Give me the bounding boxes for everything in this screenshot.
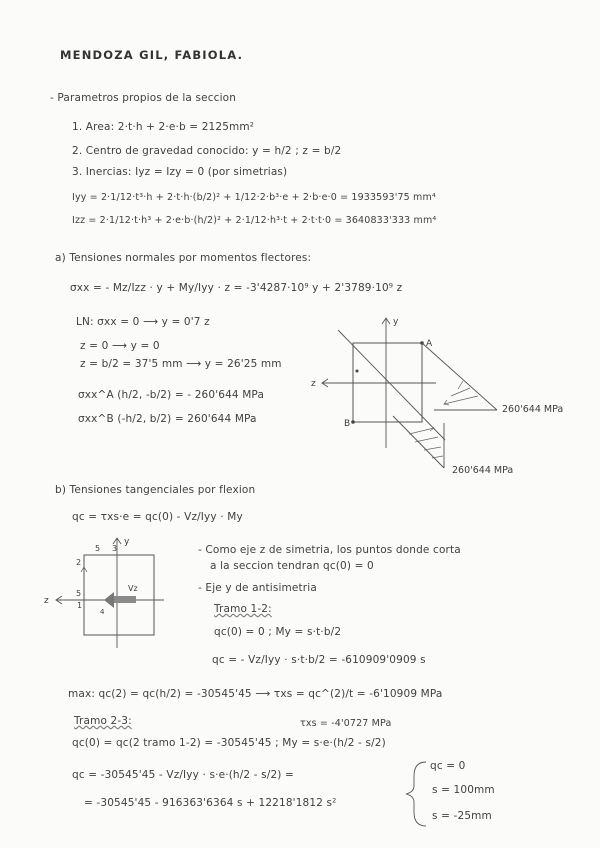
- fig-a-z-label: z: [311, 379, 316, 389]
- fig-b-y-label: y: [124, 537, 130, 547]
- point-4-label: 4: [100, 608, 105, 616]
- z-zero-line: z = 0 ⟶ y = 0: [80, 340, 160, 352]
- part-a-title: a) Tensiones normales por momentos flectores:: [55, 252, 312, 264]
- tramo-2-3-init: qc(0) = qc(2 tramo 1-2) = -30545'45 ; My = s·e·(h/2 - s/2): [72, 737, 386, 749]
- symmetry-note: - Como eje z de simetria, los puntos donde corta: [198, 544, 461, 556]
- inertia-label: 3. Inercias: Iyz = Izy = 0 (por simetrias): [72, 166, 288, 178]
- z-half-line: z = b/2 = 37'5 mm ⟶ y = 26'25 mm: [80, 358, 282, 370]
- iyy-line: Iyy = 2·1/12·t³·h + 2·t·h·(b/2)² + 1/12·2·b³·e + 2·b·e·0 = 1933593'75 mm⁴: [72, 192, 436, 203]
- case-s-minus-25: s = -25mm: [432, 810, 492, 822]
- tramo-2-3-result: = -30545'45 - 916363'6364 s + 12218'1812 s²: [84, 797, 337, 809]
- sigma-b-line: σxx^B (-h/2, b/2) = 260'644 MPa: [78, 413, 257, 425]
- point-5-top-label: 5: [95, 544, 101, 553]
- tau-2-3-line: τxs = -4'0727 MPa: [300, 718, 392, 729]
- force-label: Vz: [128, 584, 138, 593]
- max-flux-line: max: qc(2) = qc(h/2) = -30545'45 ⟶ τxs = qc^(2)/t = -6'10909 MPa: [68, 688, 443, 700]
- author-name: MENDOZA GIL, FABIOLA.: [60, 48, 244, 62]
- flux-equation: qc = τxs·e = qc(0) - Vz/Iyy · My: [72, 511, 243, 523]
- point-2-label: 2: [76, 558, 82, 567]
- sigma-equation: σxx = - Mz/Izz · y + My/Iyy · z = -3'4287·10⁹ y + 2'3789·10⁹ z: [70, 282, 403, 294]
- izz-line: Izz = 2·1/12·t·h³ + 2·e·b·(h/2)² + 2·1/12·h³·t + 2·t·t·0 = 3640833'333 mm⁴: [72, 215, 437, 226]
- section-header: - Parametros propios de la seccion: [50, 92, 237, 104]
- centroid-line: 2. Centro de gravedad conocido: y = h/2 ; z = b/2: [72, 145, 342, 157]
- point-a-label: A: [426, 339, 433, 349]
- fig-b-z-label: z: [44, 596, 49, 606]
- symmetry-note-cont: a la seccion tendran qc(0) = 0: [210, 560, 374, 572]
- tramo-1-2-init: qc(0) = 0 ; My = s·t·b/2: [214, 626, 342, 638]
- sigma-a-line: σxx^A (h/2, -b/2) = - 260'644 MPa: [78, 389, 265, 401]
- point-b-label: B: [344, 419, 351, 429]
- point-5-side-label: 5: [76, 589, 82, 598]
- tramo-1-2-flux: qc = - Vz/Iyy · s·t·b/2 = -610909'0909 s: [212, 654, 426, 666]
- case-qc-zero: qc = 0: [430, 760, 466, 772]
- point-3-label: 3: [112, 544, 118, 553]
- tramo-1-2-label: Tramo 1-2:: [214, 603, 272, 615]
- antisymmetry-note: - Eje y de antisimetria: [198, 582, 317, 594]
- area-line: 1. Area: 2·t·h + 2·e·b = 2125mm²: [72, 121, 255, 133]
- tramo-2-3-label: Tramo 2-3:: [74, 715, 132, 727]
- fig-a-y-label: y: [393, 317, 399, 327]
- case-s-100: s = 100mm: [432, 784, 495, 796]
- tramo-2-3-flux: qc = -30545'45 - Vz/Iyy · s·e·(h/2 - s/2) =: [72, 769, 294, 781]
- stress-bottom-label: 260'644 MPa: [452, 465, 514, 476]
- part-b-title: b) Tensiones tangenciales por flexion: [55, 484, 256, 496]
- neutral-axis-line: LN: σxx = 0 ⟶ y = 0'7 z: [76, 316, 210, 328]
- stress-top-label: 260'644 MPa: [502, 404, 564, 415]
- point-1-label: 1: [77, 601, 83, 610]
